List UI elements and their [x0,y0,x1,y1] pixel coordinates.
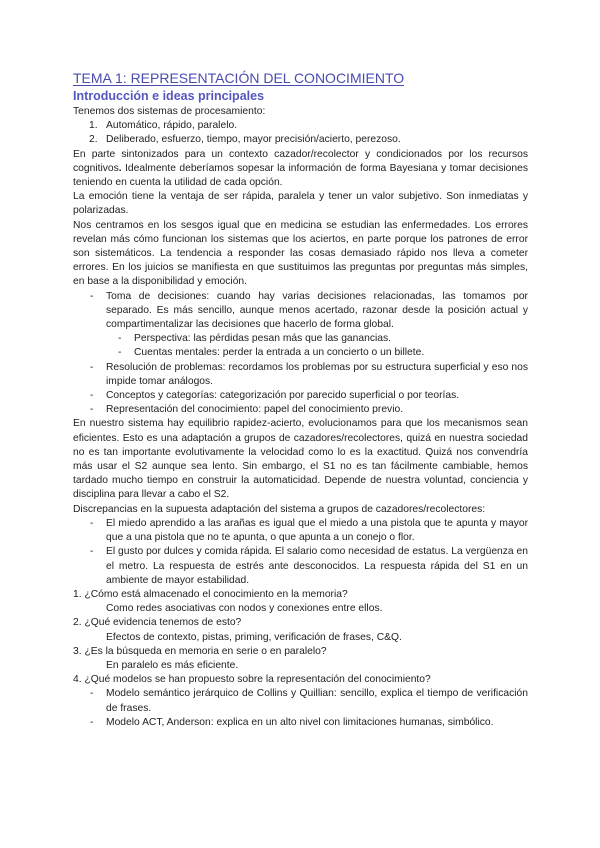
question: 4. ¿Qué modelos se han propuesto sobre la representación del conocimiento? [73,674,431,686]
answer: En paralelo es más eficiente. [106,659,239,671]
answer: Efectos de contexto, pistas, priming, verificación de frases, C&Q. [106,631,402,643]
paragraph: En nuestro sistema hay equilibrio rapidez-acierto, evolucionamos para que los mecanismos sean eficientes. Esto es una adaptación a grupos de cazadores/recolectores, quizá en nuestra sociedad no es tan importante evolutivamente la velocidad como lo es la exactitud. Quizá nos convendría más usar el S2 aunque sea lento. Sin embargo, el S1 no es tan fácilmente cambiable, hemos tardado mucho tiempo en construir la automaticidad. Depende de nuestra voluntad, conciencia y disciplina para llevar a cabo el S2. [73,418,528,501]
sub-list-item: - Cuentas mentales: perder la entrada a un concierto o un billete. [118,347,425,359]
list-item: - Toma de decisiones: cuando hay varias decisiones relacionadas, las tomamos por separado. Es más sencillo, aunque menos acertado, razonar desde la posición actual y compartimentalizar las decisiones que hacerlo de forma global. [90,290,528,331]
paragraph: La emoción tiene la ventaja de ser rápida, paralela y tener un valor subjetivo. Son inmediatas y polarizadas. [73,191,528,217]
list-item: - Modelo ACT, Anderson: explica en un alto nivel con limitaciones humanas, simbólico. [90,716,494,728]
document-body [73,70,528,730]
list-item: - Representación del conocimiento: papel del conocimiento previo. [90,404,404,416]
sub-list-item: - Perspectiva: las pérdidas pesan más que las ganancias. [118,333,391,345]
answer: Como redes asociativas con nodos y conexiones entre ellos. [106,603,383,615]
list-item: - Conceptos y categorías: categorización por parecido superficial o por teorías. [90,390,460,402]
question: 3. ¿Es la búsqueda en memoria en serie o en paralelo? [73,645,327,657]
paragraph: Nos centramos en los sesgos igual que en medicina se estudian las enfermedades. Los errores revelan más cómo funcionan los sistemas que los aciertos, en parte porque los patrones de error son sistemáticos. La tendencia a responder las cosas demasiado rápido nos lleva a cometer errores. En los juicios se manifiesta en que sustituimos las preguntas por preguntas más simples, en base a la disponibilidad y emoción. [73,219,528,288]
numbered-item: 2. Deliberado, esfuerzo, tiempo, mayor precisión/acierto, perezoso. [89,134,401,146]
list-item: - El gusto por dulces y comida rápida. El salario como necesidad de estatus. La vergüenza en el metro. La respuesta de estrés ante desconocidos. La respuesta rápida del S1 en un ambiente de mayor estabilidad. [90,546,528,586]
list-item: - Resolución de problemas: recordamos los problemas por su estructura superficial y eso nos impide tomar análogos. [90,361,528,387]
paragraph: Discrepancias en la supuesta adaptación del sistema a grupos de cazadores/recolectores: [73,503,486,515]
question: 1. ¿Cómo está almacenado el conocimiento en la memoria? [73,588,348,600]
section-heading: Introducción e ideas principales [73,89,265,103]
page-title: TEMA 1: REPRESENTACIÓN DEL CONOCIMIENTO [73,70,405,86]
intro-paragraph: Tenemos dos sistemas de procesamiento: [73,106,266,117]
list-item: - Modelo semántico jerárquico de Collins y Quillian: sencillo, explica el tiempo de verificación de frases. [90,688,528,714]
list-item: - El miedo aprendido a las arañas es igual que el miedo a una pistola que te apunta y mayor que a una pistola que no te apunta, o que apunta a un conejo o flor. [90,517,528,544]
question: 2. ¿Qué evidencia tenemos de esto? [73,617,242,629]
numbered-item: 1. Automático, rápido, paralelo. [89,120,238,132]
paragraph: En parte sintonizados para un contexto cazador/recolector y condicionados por los recursos cognitivos. Idealmente deberíamos sopesar la información de forma Bayesiana y tomar decisiones teniendo en cuenta la utilidad de cada opción. [73,148,528,189]
